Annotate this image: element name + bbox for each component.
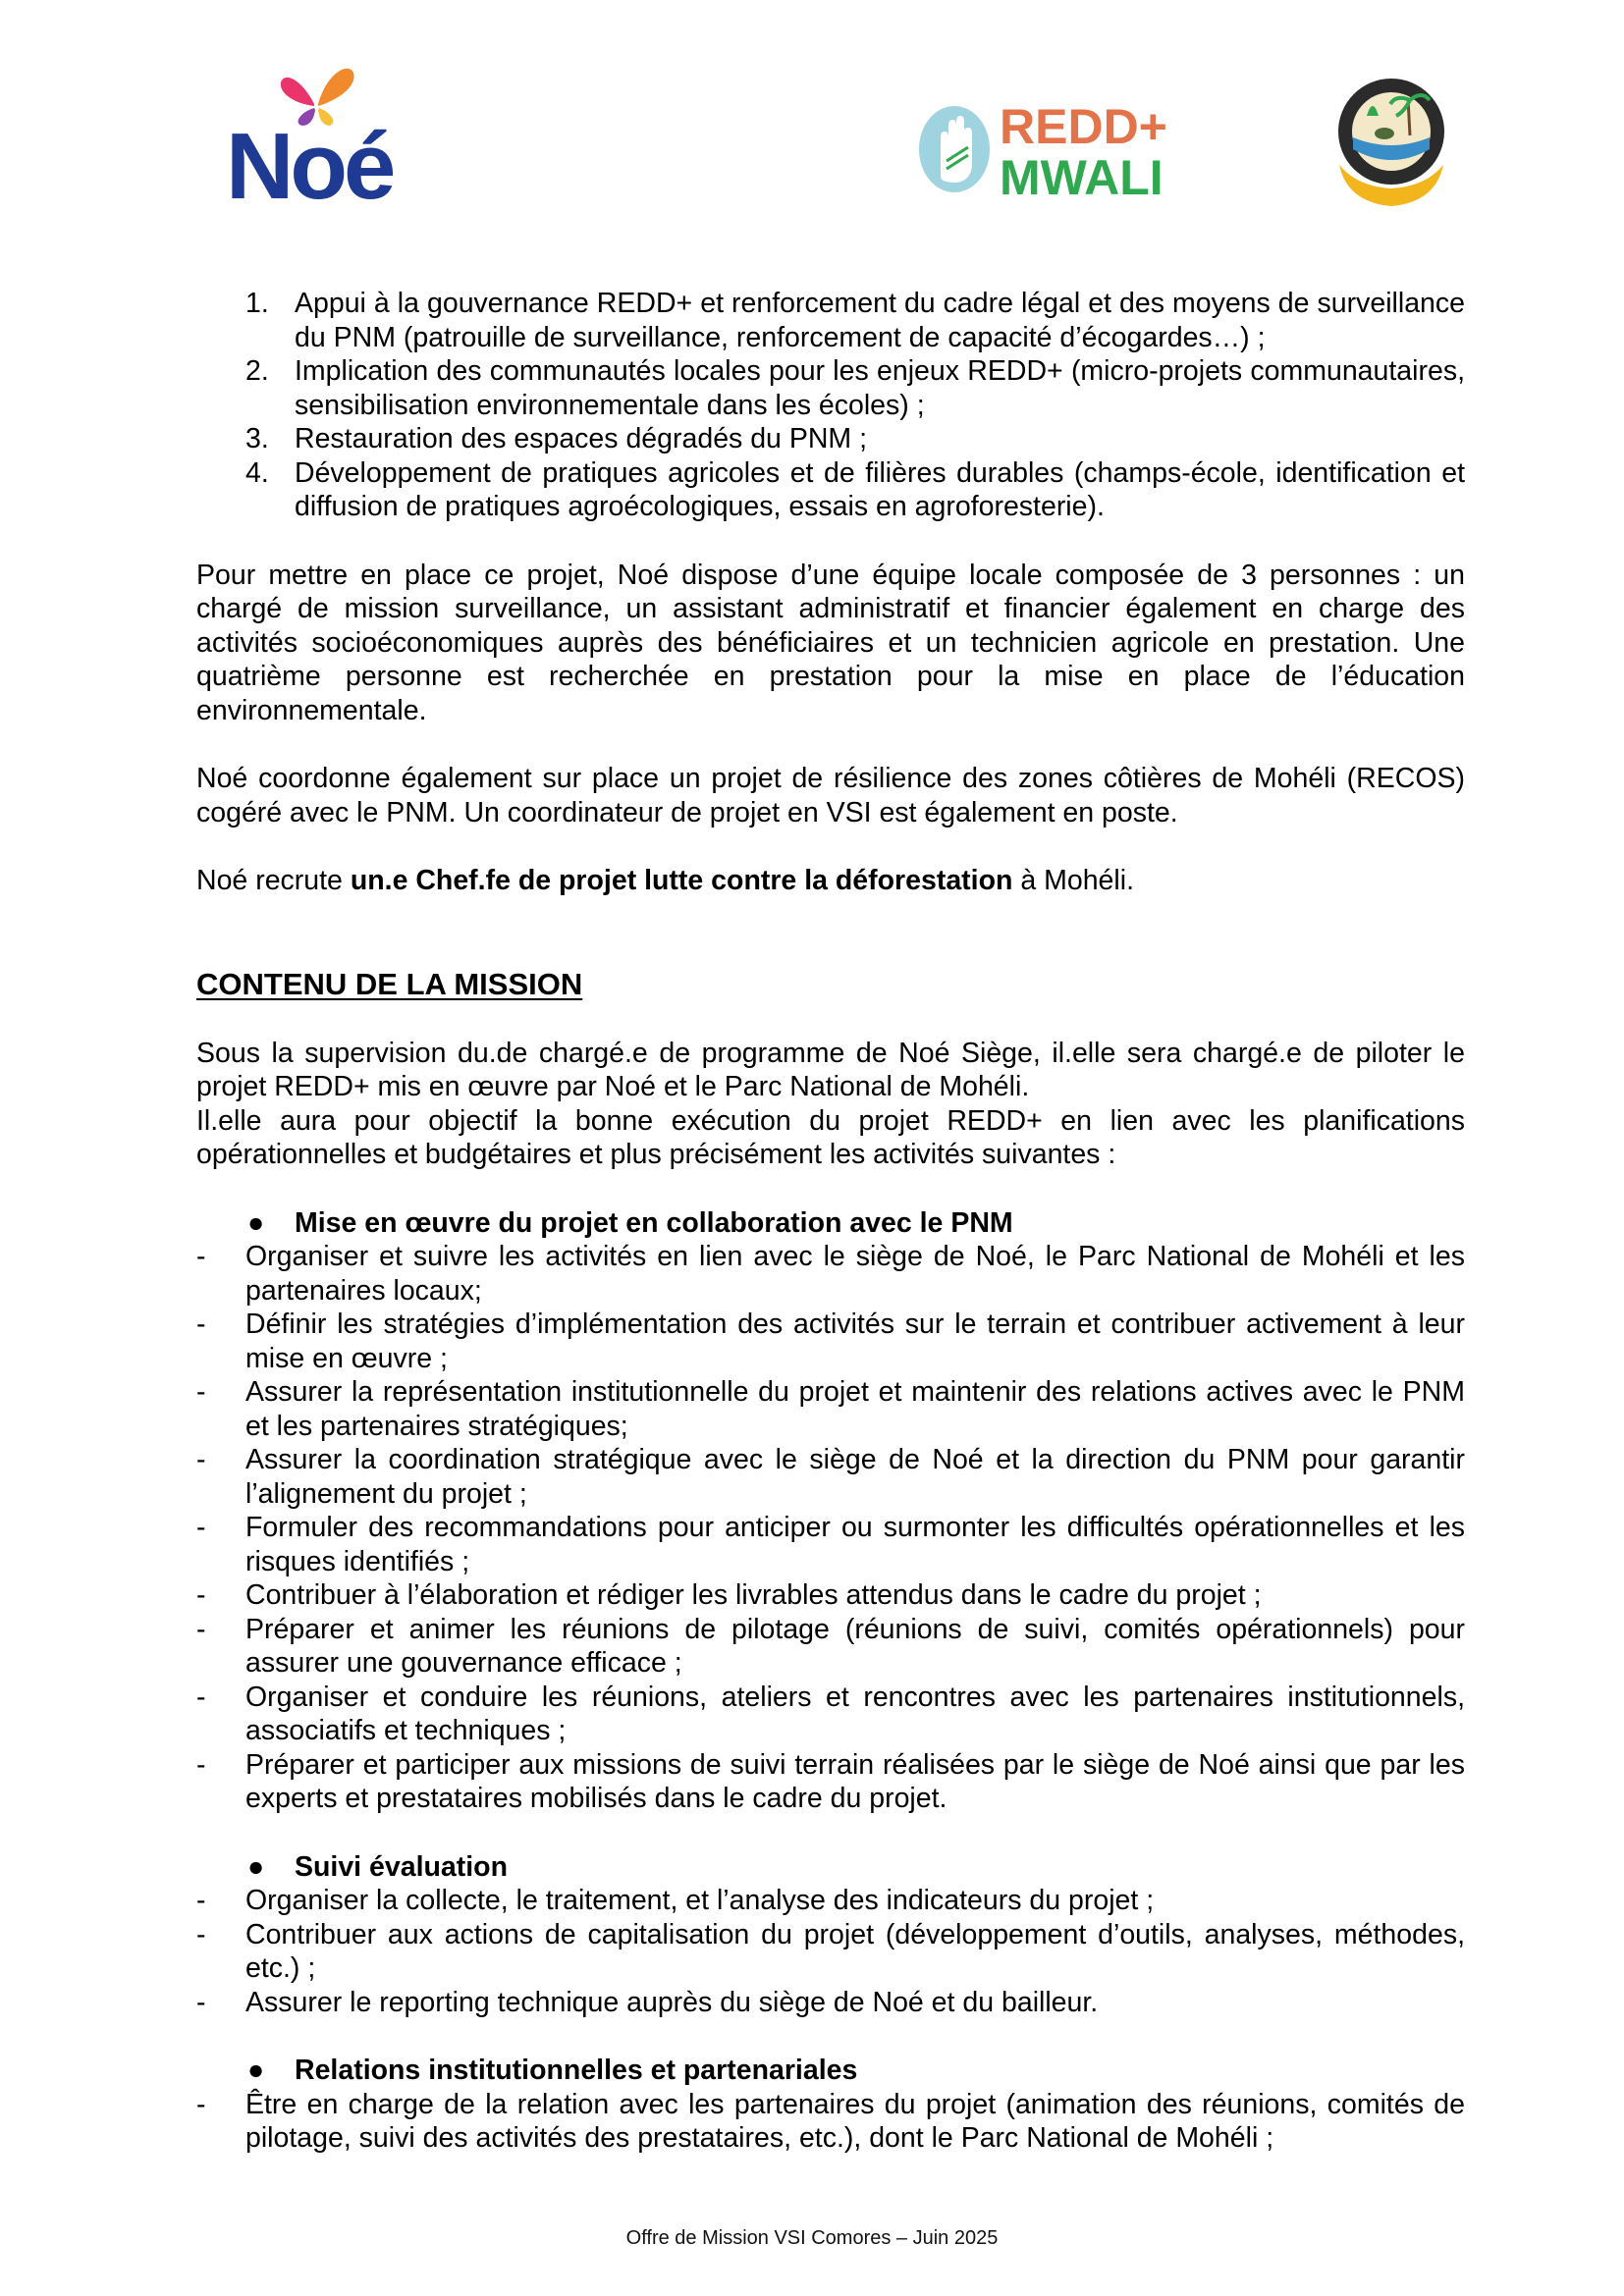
list-item-text: Assurer la coordination stratégique avec le siège de Noé et la direction du PNM pour garantir l’alignement du projet ; [245,1444,1465,1510]
intro-list-item [196,456,1465,524]
mission-intro-2: Il.elle aura pour objectif la bonne exécution du projet REDD+ en lien avec les planifications opérationnelles et budgétaires et plus précisément les activités suivantes : [196,1104,1465,1170]
park-seal-icon [1338,79,1444,206]
list-item [196,1918,1465,1986]
list-item-text: Organiser la collecte, le traitement, et l’analyse des indicateurs du projet ; [245,1885,1155,1916]
noe-logo-text: Noé [226,114,393,208]
group-heading-text: Relations institutionnelles et partenariales [295,2055,858,2086]
group-item-list [196,1240,1465,1816]
noe-logo [224,61,410,208]
recruit-position: un.e Chef.fe de projet lutte contre la déforestation [350,865,1013,896]
intro-objectives-list [196,287,1465,524]
list-item-text: Appui à la gouvernance REDD+ et renforcement du cadre légal et des moyens de surveillance du PNM (patrouille de surveillance, renforcement de capacité d’écogardes…) ; [295,288,1465,353]
list-item-text: Organiser et conduire les réunions, ateliers et rencontres avec les partenaires institutionnels, associatifs et techniques ; [245,1681,1465,1746]
list-item-text: Contribuer aux actions de capitalisation du projet (développement d’outils, analyses, méthodes, etc.) ; [245,1918,1465,1984]
group-heading-text: Suivi évaluation [295,1850,508,1883]
recruit-pre: Noé recrute [196,865,351,896]
redd-mwali-logo [917,98,1271,200]
park-seal-logo [1327,77,1455,208]
intro-list-item [196,287,1465,354]
list-item [196,1578,1465,1613]
mission-groups [196,1172,1465,2156]
list-item-text: Préparer et participer aux missions de suivi terrain réalisées par le siège de Noé ainsi que par les experts et prestataires mobilisés dans le cadre du projet. [245,1748,1465,1814]
list-item [196,1308,1465,1375]
list-item-text: Formuler des recommandations pour anticiper ou surmonter les difficultés opérationnelles et les risques identifiés ; [245,1512,1465,1577]
redd-hand-icon [919,106,990,192]
paragraph-team: Pour mettre en place ce projet, Noé dispose d’une équipe locale composée de 3 personnes : un chargé de mission surveillance, un assistant administratif et financier également en charge des activités socioéconomiques auprès des bénéficiaires et un technicien agricole en prestation. Une quatrième personne est recherchée en prestation pour la mise en place de l’éducation environnementale. [196,559,1465,726]
dash-marker: - [196,1579,206,1611]
list-number: 2. [245,355,269,387]
intro-list-item [196,422,1465,456]
list-item-text: Assurer la représentation institutionnelle du projet et maintenir des relations actives avec le PNM et les partenaires stratégiques; [245,1376,1465,1442]
dash-marker: - [196,1512,206,1543]
group-item-list [196,2088,1465,2156]
dash-marker: - [196,1681,206,1713]
list-item-text: Restauration des espaces dégradés du PNM ; [295,423,867,454]
intro-list-item [196,354,1465,422]
group-heading [196,1850,1465,1885]
group-heading [196,2054,1465,2088]
bullet-dot: ● [247,1206,265,1239]
section-title: CONTENU DE LA MISSION [196,966,583,1001]
paragraph-recos: Noé coordonne également sur place un projet de résilience des zones côtières de Mohéli (RECOS) cogéré avec le PNM. Un coordinateur de projet en VSI est également en poste. [196,763,1465,828]
dash-marker: - [196,1613,206,1645]
list-item [196,1613,1465,1681]
list-item [196,1986,1465,2020]
list-item [196,1681,1465,1748]
dash-marker: - [196,1986,206,2018]
paragraph-recruit [196,864,1465,898]
mission-intro-1: Sous la supervision du.de chargé.e de programme de Noé Siège, il.elle sera chargé.e de piloter le projet REDD+ mis en œuvre par Noé et le Parc National de Mohéli. [196,1037,1465,1102]
dash-marker: - [196,1885,206,1916]
recruit-post: à Mohéli. [1012,865,1134,896]
list-item [196,1240,1465,1308]
list-number: 4. [245,456,269,489]
list-item-text: Être en charge de la relation avec les partenaires du projet (animation des réunions, comités de pilotage, suivi des activités des prestataires, etc.), dont le Parc National de Mohéli ; [245,2088,1465,2154]
list-item-text: Préparer et animer les réunions de pilotage (réunions de suivi, comités opérationnels) pour assurer une gouvernance efficace ; [245,1613,1465,1679]
dash-marker: - [196,1444,206,1475]
dash-marker: - [196,1748,206,1781]
dash-marker: - [196,1918,206,1950]
list-item-text: Assurer le reporting technique auprès du siège de Noé et du bailleur. [245,1986,1099,2018]
list-item [196,1375,1465,1443]
document-body [196,287,1465,2156]
group-heading-text: Mise en œuvre du projet en collaboration avec le PNM [295,1206,1013,1239]
list-item-text: Développement de pratiques agricoles et de filières durables (champs-école, identification et diffusion de pratiques agroécologiques, essais en agroforesterie). [295,456,1465,522]
group-item-list [196,1884,1465,2019]
bullet-dot: ● [247,2055,265,2086]
list-item-text: Définir les stratégies d’implémentation des activités sur le terrain et contribuer activement à leur mise en œuvre ; [245,1308,1465,1374]
list-item [196,1443,1465,1511]
list-number: 3. [245,423,269,454]
list-item [196,2088,1465,2156]
list-item [196,1511,1465,1578]
bullet-dot: ● [247,1850,265,1883]
redd-logo-text: REDD+ [1000,99,1167,154]
list-item-text: Contribuer à l’élaboration et rédiger les livrables attendus dans le cadre du projet ; [245,1579,1262,1611]
page-footer: Offre de Mission VSI Comores – Juin 2025 [625,2227,999,2249]
list-item [196,1884,1465,1918]
list-item-text: Organiser et suivre les activités en lien avec le siège de Noé, le Parc National de Mohéli et les partenaires locaux; [245,1241,1465,1307]
dash-marker: - [196,1376,206,1408]
list-item [196,1748,1465,1816]
group-heading [196,1206,1465,1241]
dash-marker: - [196,1241,206,1272]
list-item-text: Implication des communautés locales pour les enjeux REDD+ (micro-projets communautaires, sensibilisation environnementale dans les écoles) ; [295,355,1465,421]
mwali-logo-text: MWALI [1000,150,1164,200]
list-number: 1. [245,288,269,319]
dash-marker: - [196,2088,206,2120]
dash-marker: - [196,1308,206,1340]
